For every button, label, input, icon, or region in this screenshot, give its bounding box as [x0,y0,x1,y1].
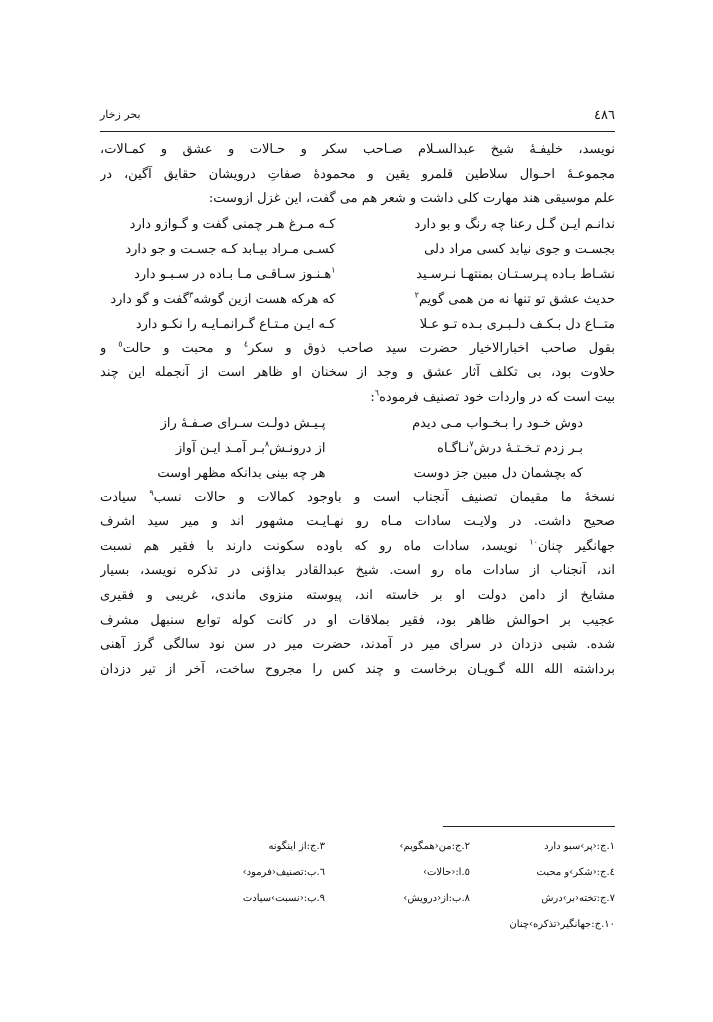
second-hemistich: از درونـش$^٨$بـر آمـد ایـن آواز [175,439,326,456]
first-hemistich: متــاع دل بـکـف دلـبـری بـده تـو عـلا [419,316,615,332]
footnote: ٧.ج:تخته‹بر›درش [541,893,615,904]
prose-line: علم موسیقی هند مهارت کلی داشت و شعر هم می گفت، این غزل ازوست: [208,191,615,207]
prose-line: بیت است که در واردات خود تصنیف فرموده$^٦$: [370,388,615,405]
prose-line: جهانگیر چنان$^{١٠}$ نویسد، سادات ماه رو که باوده سکونت دارند با فقیر هم نسبت [100,537,615,554]
footnote-marker: ٣ [188,290,194,300]
prose-line: حلاوت بود، بی تکلف آثار عشق و وجد از سخنان او ظاهر است از آنجمله این چند [100,365,615,381]
footnote: ٦.ب:تصنیف‹فرمود› [242,867,326,878]
first-hemistich: بجسـت و جوی نیابد کسی مراد دلی [424,241,615,257]
second-hemistich: هر چه بینی بدانکه مظهر اوست [157,465,326,481]
footnote: ٨.ب:از‹درویش› [403,893,471,904]
verse-couplet [100,237,615,262]
prose-line: مجموعـهٔ احـوال سلاطین قلمرو یقین و محمودهٔ صفاتِ درویشان حقایق آگین، در [100,166,615,182]
verse-couplet [100,262,615,287]
footnote: ٣.ج:از اینگونه [268,841,326,852]
second-hemistich: کسـی مـراد بیـابد کـه جسـت و جو دارد [125,241,336,257]
verse-couplet [100,436,615,461]
header-rule [100,131,615,132]
footnote: ١٠.ج:جهانگیر‹تذکره›چنان [509,919,615,930]
footnotes [180,834,615,938]
prose-line: بقول صاحب اخبارالاخیار حضرت سید صاحب ذوق و سکر$^٤$ و محبت و حالت$^٥$ و [100,339,615,356]
running-title: بحر زخار [100,108,141,121]
page-number: ٤٨٦ [594,108,615,123]
prose-line: مشایخ از دامن دولت او بر خاسته اند، پیوسته منزوی ماندی، غریبی و فقیری [100,587,615,603]
page-header [100,108,615,130]
footnote: ٩.ب:‹نسبت›سیادت [242,893,326,904]
second-hemistich: کـه مـرغ هـر چمنی گفت و گـوازو دارد [129,216,336,232]
footnote-row [180,886,615,912]
prose-line: شده. شبی دزدان در سرای میر در آمدند، حضرت میر در سن نود سالگی گرز آهنی [100,637,615,653]
footnote-row [180,860,615,886]
second-hemistich: که هرکه هست ازین گوشه$^٣$گفت و گو دارد [110,290,336,307]
footnote: ١.ج:‹پر›سبو دارد [544,841,615,852]
first-hemistich: ندانـم ایـن گـل رعنا چه رنگ و بو دارد [414,216,615,232]
footnote-marker: ٩ [149,488,154,498]
prose-line: صحیح داشت. در ولایـت سادات مـاه رو نهـایـت مشهور اند و میر سید اشرف [100,514,615,530]
footnote-marker: ٦ [374,388,380,398]
footnote-marker: ٥ [118,339,123,349]
verse-couplet [100,461,615,486]
first-hemistich: حدیث عشق تو تنها نه من همی گویم$^٢$ [414,290,615,307]
footnote: ٥.ا:‹حالات› [422,867,471,878]
main-text [100,138,615,682]
first-hemistich: نشـاط بـاده پـرسـتـان بمنتهـا نـرسـید [416,266,615,282]
footnote: ٤.ج:‹شکر›و محبت [536,867,615,878]
first-hemistich: که بچشمان دل مبین جز دوست [413,465,583,481]
second-hemistich: پـیـش دولـت سـرای صـفـهٔ راز [160,415,326,431]
first-hemistich: بـر زدم تـخـتـهٔ درش$^٧$نـاگـاه [437,439,583,456]
footnote-marker: ٢ [414,290,419,300]
prose-line: نسخهٔ ما مقیمان تصنیف آنجناب است و باوجود کمالات و حالات نسب$^٩$ سیادت [100,488,615,505]
verse-couplet [100,411,615,436]
footnote-row [180,912,615,938]
footnote-marker: ٤ [243,339,249,349]
footnote: ٢.ج:من‹همگویم› [399,841,471,852]
prose-line: عجیب بر احوالش ظاهر بود، فقیر بملاقات او در کانت کوله توابع سنبهل مشرف [100,612,615,628]
footnote-marker: ٨ [264,439,270,449]
footnote-marker: ١ [331,265,336,275]
footnote-separator [443,826,615,827]
second-hemistich: $^١$هـنـوز سـاقـی مـا بـاده در سـبـو دارد [134,265,336,282]
verse-couplet [100,312,615,337]
prose-line: اند، آنجناب از سادات ماه رو است. شیخ عبدالقادر بداؤنی در تذکره نویسد، بسیار [100,563,615,579]
footnote-marker: ١٠ [529,537,538,547]
first-hemistich: دوش خـود را بـخـواب مـی دیدم [412,415,583,431]
footnote-row [180,834,615,860]
second-hemistich: کـه ایـن مـتـاع گـرانمـایـه را نکـو دارد [135,316,336,332]
footnote-marker: ٧ [469,439,474,449]
verse-couplet [100,212,615,237]
prose-line: نویسد، خلیفـهٔ شیخ عبدالسـلام صـاحب سکر و حـالات و عشق و کمـالات، [100,142,615,157]
verse-couplet [100,287,615,312]
prose-line: برداشته الله الله گـویـان برخاست و چند کس را مجروح ساخت، آخر از تیر دزدان [100,661,615,677]
